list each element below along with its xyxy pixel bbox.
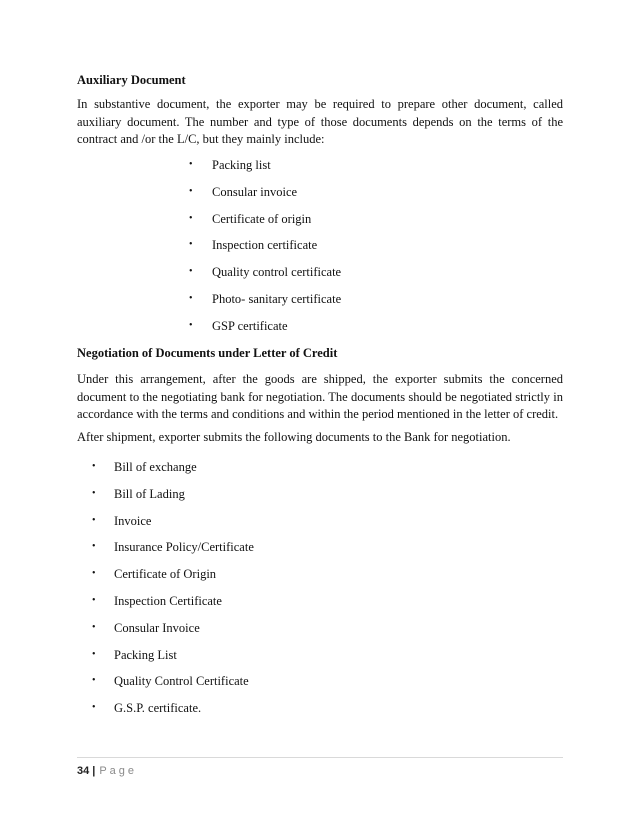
bullet-icon: • [92, 487, 96, 499]
after-shipment-paragraph: After shipment, exporter submits the following documents to the Bank for negotiation. [77, 430, 511, 444]
list-item: • Bill of Lading [92, 486, 185, 501]
bullet-icon: • [92, 648, 96, 660]
list-item: • Consular Invoice [92, 620, 200, 635]
negotiation-documents-list [92, 459, 254, 727]
list-item: • Inspection Certificate [92, 593, 222, 608]
auxiliary-document-heading: Auxiliary Document [77, 73, 186, 87]
list-item: • Quality Control Certificate [92, 674, 249, 689]
auxiliary-document-paragraph: In substantive document, the exporter may be required to prepare other document, called auxiliary document. The number and type of those documents depends on the terms of the contract and /or the L/C, but they mainly include: [77, 97, 563, 146]
list-item: • Certificate of Origin [92, 567, 217, 582]
list-item: • Packing List [92, 647, 177, 662]
list-item: • Bill of exchange [92, 460, 197, 474]
bullet-icon: • [92, 675, 96, 687]
list-item: • Photo- sanitary certificate [189, 291, 342, 306]
page-label: Page [99, 765, 138, 777]
list-item: • Consular invoice [189, 184, 298, 199]
footer-divider [77, 757, 563, 758]
bullet-icon: • [92, 568, 96, 580]
bullet-icon: • [92, 621, 96, 633]
bullet-icon: • [92, 514, 96, 526]
bullet-icon: • [189, 212, 193, 224]
list-item: • Packing list [189, 158, 271, 172]
page-footer [77, 764, 137, 778]
list-item: • Insurance Policy/Certificate [92, 540, 254, 555]
list-item: • Quality control certificate [189, 265, 342, 280]
list-item: • G.S.P. certificate. [92, 701, 202, 716]
negotiation-heading: Negotiation of Documents under Letter of Credit [77, 346, 338, 360]
bullet-icon: • [189, 185, 193, 197]
bullet-icon: • [92, 594, 96, 606]
list-item: • GSP certificate [189, 318, 288, 333]
bullet-icon: • [189, 266, 193, 278]
bullet-icon: • [189, 159, 193, 170]
list-item: • Certificate of origin [189, 211, 312, 226]
page-number: 34 [77, 765, 90, 777]
negotiation-paragraph: Under this arrangement, after the goods are shipped, the exporter submits the concerned document to the negotiating bank for negotiation. The documents should be negotiated strictly in accordance with the terms and conditions and within the period mentioned in the letter of credit. [77, 372, 563, 421]
bullet-icon: • [92, 541, 96, 553]
footer-separator: | [92, 765, 96, 777]
bullet-icon: • [92, 702, 96, 714]
list-item: • Invoice [92, 513, 152, 528]
bullet-icon: • [189, 292, 193, 304]
auxiliary-documents-list [189, 157, 342, 345]
list-item: • Inspection certificate [189, 238, 318, 253]
bullet-icon: • [92, 461, 96, 472]
bullet-icon: • [189, 319, 193, 331]
bullet-icon: • [189, 239, 193, 251]
